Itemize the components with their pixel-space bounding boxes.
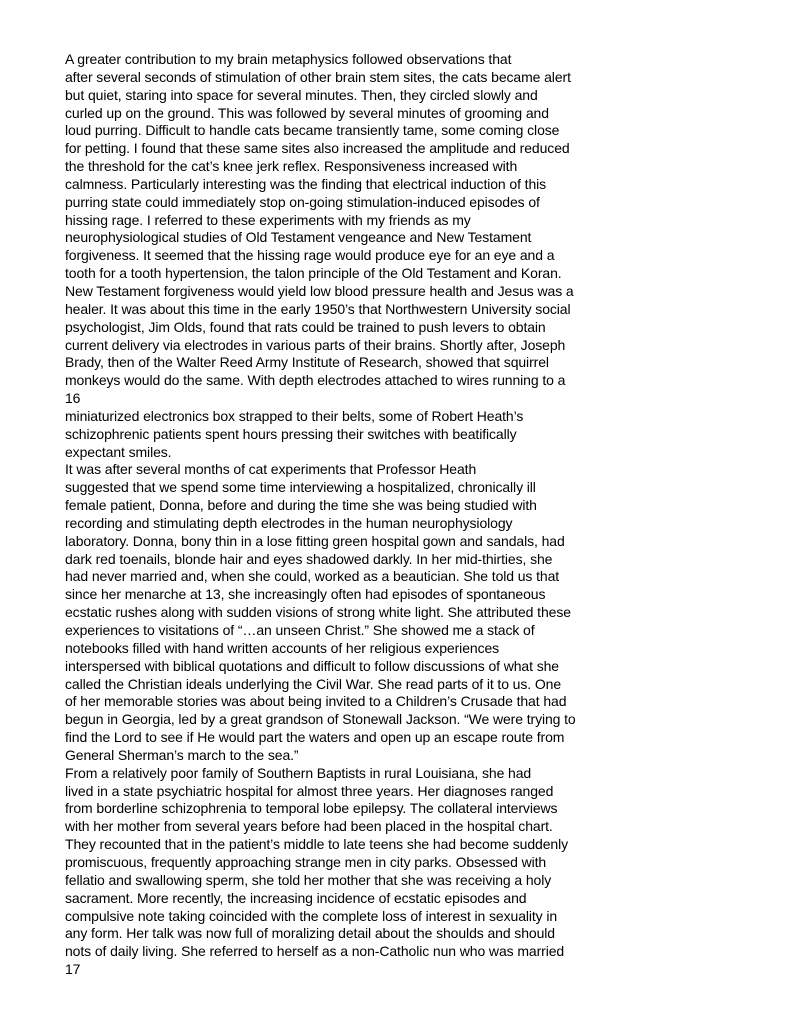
page-number: 17	[65, 961, 81, 978]
text-line: curled up on the ground. This was followed by several minutes of grooming and	[65, 104, 549, 121]
text-line: laboratory. Donna, bony thin in a lose fitting green hospital gown and sandals, had	[65, 532, 565, 549]
text-line: compulsive note taking coincided with the complete loss of interest in sexuality in	[65, 907, 558, 924]
text-line: after several seconds of stimulation of other brain stem sites, the cats became alert	[65, 68, 571, 85]
document-page	[65, 51, 757, 979]
text-line: had never married and, when she could, worked as a beautician. She told us that	[65, 568, 560, 585]
text-line: dark red toenails, blonde hair and eyes shadowed darkly. In her mid-thirties, she	[65, 550, 553, 567]
text-line: from borderline schizophrenia to temporal lobe epilepsy. The collateral interviews	[65, 800, 558, 817]
text-line: begun in Georgia, led by a great grandson of Stonewall Jackson. “We were trying to	[65, 711, 576, 728]
page-number: 16	[65, 390, 81, 407]
text-line: interspersed with biblical quotations and difficult to follow discussions of what she	[65, 657, 559, 674]
text-line: since her menarche at 13, she increasingly often had episodes of spontaneous	[65, 586, 546, 603]
text-line: with her mother from several years before had been placed in the hospital chart.	[65, 818, 553, 835]
text-line: It was after several months of cat experiments that Professor Heath	[65, 461, 477, 478]
text-line: A greater contribution to my brain metaphysics followed observations that	[65, 51, 512, 67]
text-line: called the Christian ideals underlying the Civil War. She read parts of it to us. One	[65, 675, 562, 692]
text-line: ecstatic rushes along with sudden visions of strong white light. She attributed these	[65, 604, 571, 621]
text-line: Brady, then of the Walter Reed Army Institute of Research, showed that squirrel	[65, 354, 549, 371]
text-line: schizophrenic patients spent hours pressing their switches with beatifically	[65, 425, 517, 442]
text-line: suggested that we spend some time interviewing a hospitalized, chronically ill	[65, 479, 536, 496]
text-line: loud purring. Difficult to handle cats became transiently tame, some coming close	[65, 122, 560, 139]
text-line: neurophysiological studies of Old Testament vengeance and New Testament	[65, 229, 532, 246]
text-line: hissing rage. I referred to these experiments with my friends as my	[65, 211, 471, 228]
text-line: but quiet, staring into space for several minutes. Then, they circled slowly and	[65, 86, 538, 103]
text-line: lived in a state psychiatric hospital for almost three years. Her diagnoses ranged	[65, 782, 554, 799]
text-line: experiences to visitations of “…an unseen Christ.” She showed me a stack of	[65, 622, 535, 638]
text-line: find the Lord to see if He would part the waters and open up an escape route from	[65, 729, 565, 746]
text-line: purring state could immediately stop on-going stimulation-induced episodes of	[65, 193, 540, 210]
text-line: monkeys would do the same. With depth electrodes attached to wires running to a	[65, 372, 566, 389]
text-line: New Testament forgiveness would yield low blood pressure health and Jesus was a	[65, 282, 574, 299]
text-line: any form. Her talk was now full of moralizing detail about the shoulds and should	[65, 925, 555, 942]
text-line: They recounted that in the patient’s middle to late teens she had become suddenly	[65, 836, 568, 853]
text-line: female patient, Donna, before and during the time she was being studied with	[65, 497, 537, 514]
text-line: From a relatively poor family of Southern Baptists in rural Louisiana, she had	[65, 764, 532, 781]
text-line: sacrament. More recently, the increasing incidence of ecstatic episodes and	[65, 889, 527, 906]
text-line: promiscuous, frequently approaching strange men in city parks. Obsessed with	[65, 853, 547, 870]
text-line: healer. It was about this time in the early 1950’s that Northwestern University social	[65, 300, 571, 317]
text-line: tooth for a tooth hypertension, the talon principle of the Old Testament and Koran.	[65, 265, 562, 282]
text-line: forgiveness. It seemed that the hissing rage would produce eye for an eye and a	[65, 247, 555, 264]
text-line: for petting. I found that these same sites also increased the amplitude and reduced	[65, 140, 570, 157]
text-line: current delivery via electrodes in various parts of their brains. Shortly after, Joseph	[65, 336, 566, 353]
text-line: of her memorable stories was about being invited to a Children’s Crusade that had	[65, 693, 567, 710]
text-line: psychologist, Jim Olds, found that rats could be trained to push levers to obtain	[65, 318, 546, 335]
text-line: the threshold for the cat’s knee jerk reflex. Responsiveness increased with	[65, 158, 518, 175]
text-line: notebooks filled with hand written accounts of her religious experiences	[65, 639, 500, 656]
text-line: expectant smiles.	[65, 443, 172, 460]
document-text	[65, 51, 757, 979]
text-line: General Sherman’s march to the sea.”	[65, 746, 299, 763]
text-line: fellatio and swallowing sperm, she told her mother that she was receiving a holy	[65, 871, 552, 888]
text-line: calmness. Particularly interesting was the finding that electrical induction of this	[65, 175, 547, 192]
text-line: recording and stimulating depth electrodes in the human neurophysiology	[65, 514, 513, 531]
text-line: miniaturized electronics box strapped to their belts, some of Robert Heath’s	[65, 407, 524, 424]
text-line: nots of daily living. She referred to herself as a non-Catholic nun who was married	[65, 943, 565, 960]
